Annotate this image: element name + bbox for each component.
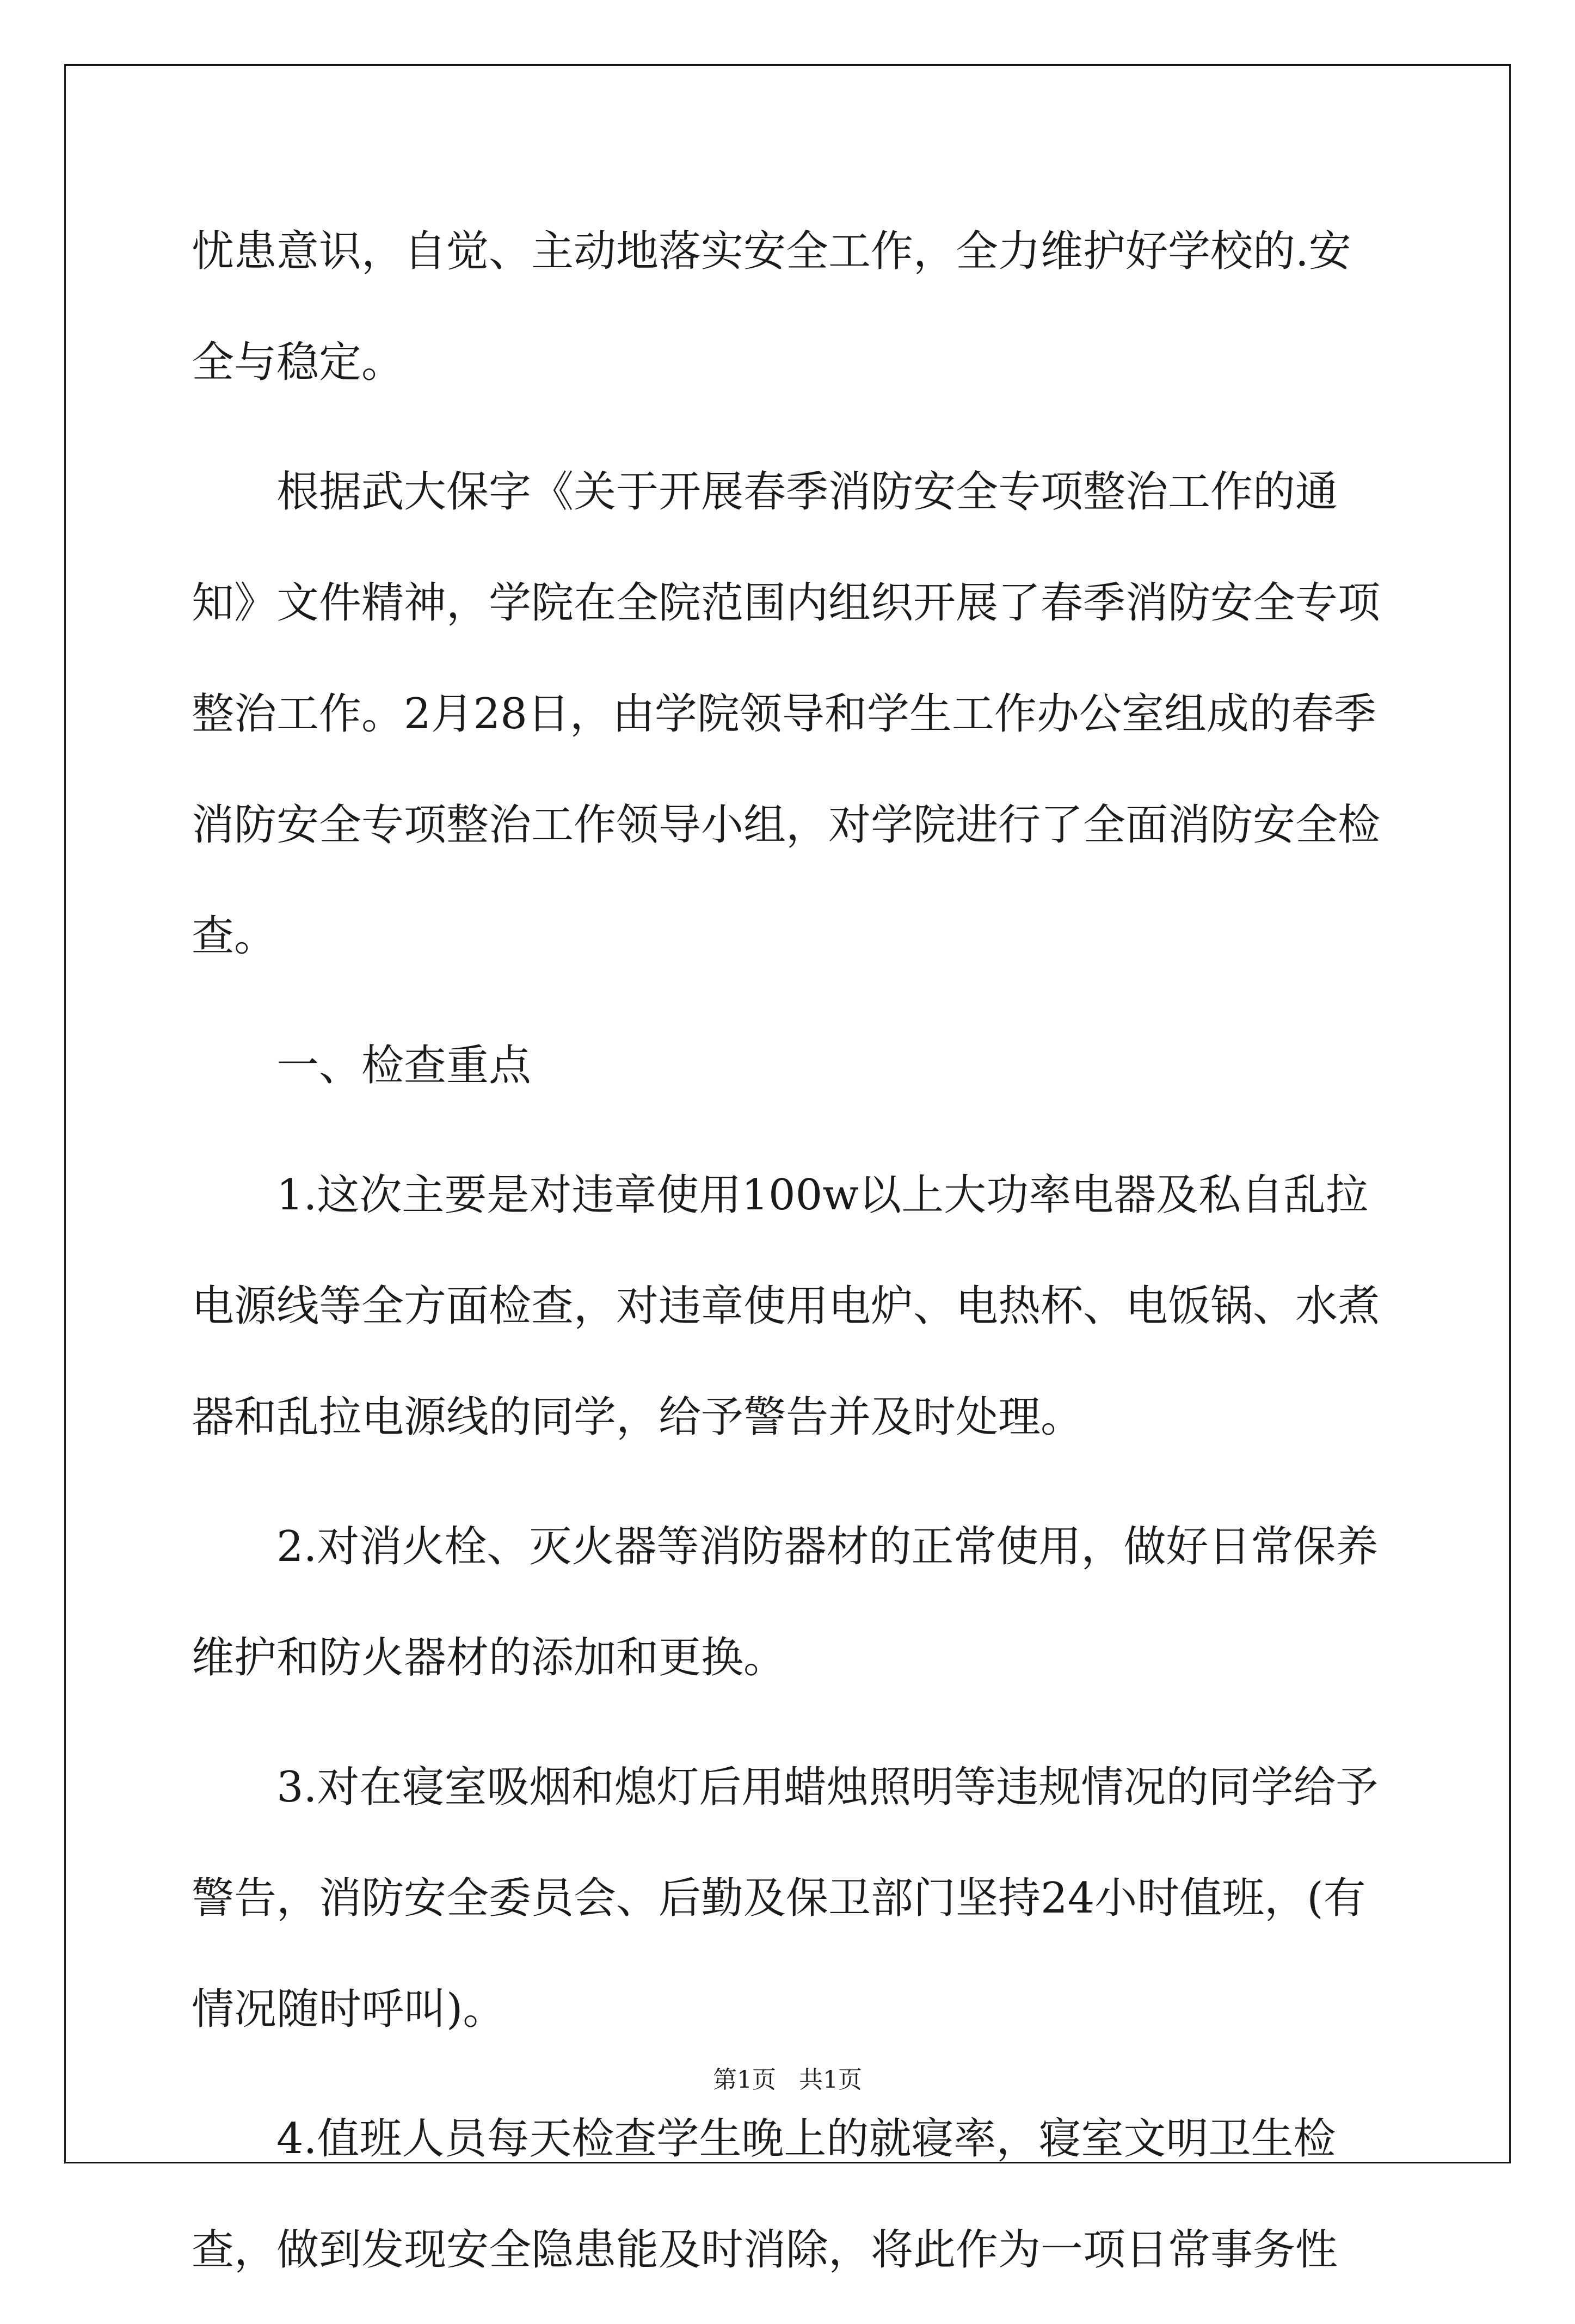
section-heading: 一、检查重点 — [276, 1041, 532, 1090]
list-item: 4.值班人员每天检查学生晚上的就寝率，寝室文明卫生检查，做到发现安全隐患能及时消除，将此作为一项日常事务性 — [192, 2114, 1338, 2274]
page-number: 第1页 共1页 — [713, 2066, 862, 2094]
document-body — [192, 196, 1389, 2324]
paragraph-notice: 根据武大保字《关于开展春季消防安全专项整治工作的通知》文件精神，学院在全院范围内组织开展了春季消防安全专项整治工作。2月28日，由学院领导和学生工作办公室组成的春季消防安全专项整治工作领导小组，对学院进行了全面消防安全检查。 — [192, 468, 1381, 961]
list-item: 3.对在寝室吸烟和熄灯后用蜡烛照明等违规情况的同学给予警告，消防安全委员会、后勤及保卫部门坚持24小时值班，(有情况随时呼叫)。 — [192, 1763, 1379, 2034]
paragraph-continuation: 忧患意识，自觉、主动地落实安全工作，全力维护好学校的.安全与稳定。 — [192, 227, 1351, 387]
list-item: 2.对消火栓、灭火器等消防器材的正常使用，做好日常保养维护和防火器材的添加和更换。 — [192, 1522, 1379, 1682]
list-item: 1.这次主要是对违章使用100w以上大功率电器及私自乱拉电源线等全方面检查，对违章使用电炉、电热杯、电饭锅、水煮器和乱拉电源线的同学，给予警告并及时处理。 — [192, 1171, 1381, 1442]
